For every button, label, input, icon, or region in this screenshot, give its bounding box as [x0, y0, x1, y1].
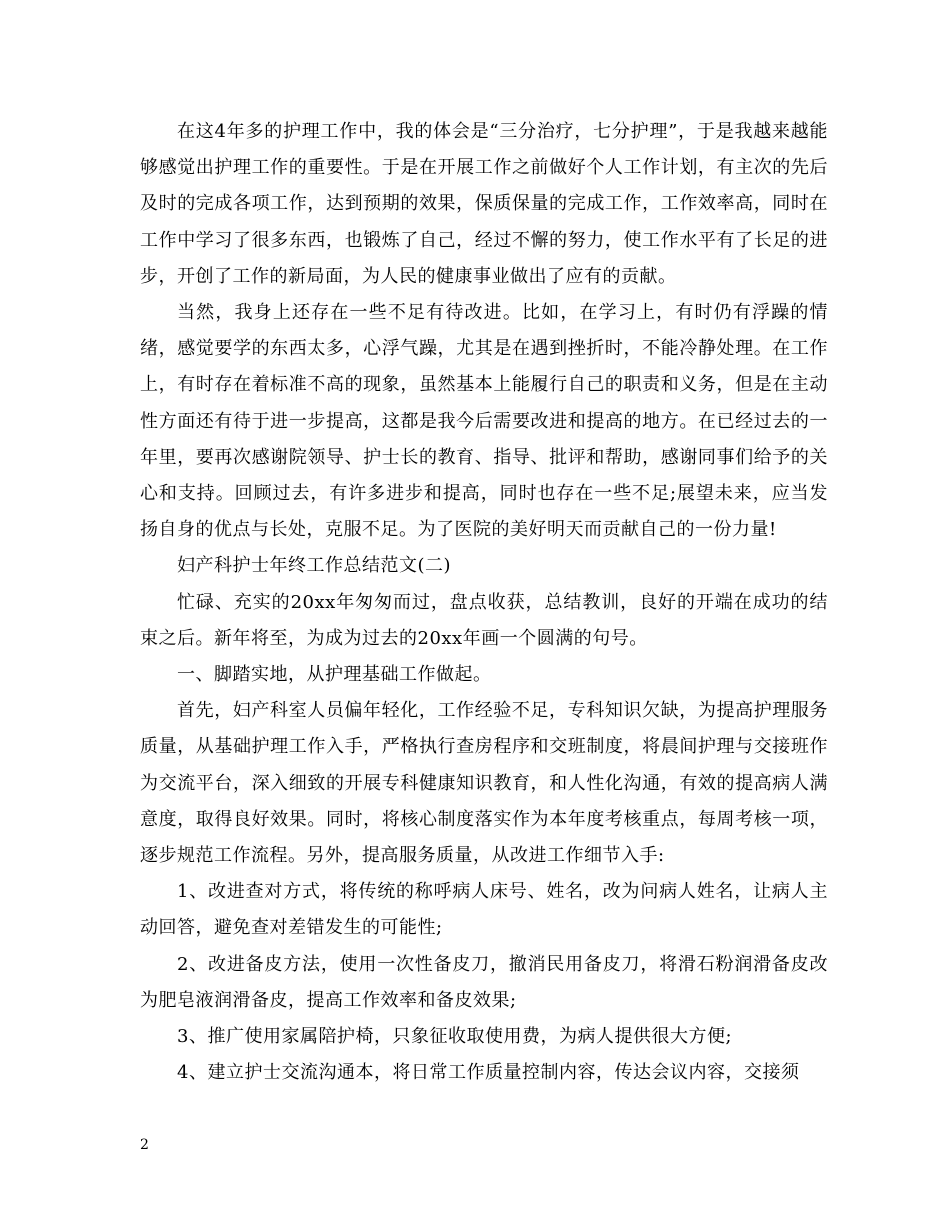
paragraph-shortcomings: 当然，我身上还存在一些不足有待改进。比如，在学习上，有时仍有浮躁的情绪，感觉要学的东西太多，心浮气躁，尤其是在遇到挫折时，不能冷静处理。在工作上，有时存在着标准不高的现象，虽然基本上能履行自己的职责和义务，但是在主动性方面还有待于进一步提高，这都是我今后需要改进和提高的地方。在已经过去的一年里，要再次感谢院领导、护士长的教育、指导、批评和帮助，感谢同事们给予的关心和支持。回顾过去，有许多进步和提高，同时也存在一些不足;展望未来，应当发扬自身的优点与长处，克服不足。为了医院的美好明天而贡献自己的一份力量!: [140, 302, 828, 541]
list-item-skin-prep: 2、改进备皮方法，使用一次性备皮刀，撤消民用备皮刀，将滑石粉润滑备皮改为肥皂液润滑备皮，提高工作效率和备皮效果;: [140, 953, 828, 1011]
section-title: 妇产科护士年终工作总结范文(二): [177, 555, 452, 577]
list-item-checking-method: 1、改进查对方式，将传统的称呼病人床号、姓名，改为问病人姓名，让病人主动回答，避免查对差错发生的可能性;: [140, 881, 828, 939]
document-body: [140, 114, 828, 1091]
list-item-communication-book: 4、建立护士交流沟通本，将日常工作质量控制内容，传达会议内容，交接须: [177, 1062, 800, 1084]
list-item-companion-chair: 3、推广使用家属陪护椅，只象征收取使用费，为病人提供很大方便;: [177, 1026, 733, 1048]
paragraph-work-experience: 在这4年多的护理工作中，我的体会是“三分治疗，七分护理”，于是我越来越能够感觉出护理工作的重要性。于是在开展工作之前做好个人工作计划，有主次的先后及时的完成各项工作，达到预期的效果，保质保量的完成工作，工作效率高，同时在工作中学习了很多东西，也锻炼了自己，经过不懈的努力，使工作水平有了长足的进步，开创了工作的新局面，为人民的健康事业做出了应有的贡献。: [140, 121, 828, 287]
paragraph-basic-nursing: 首先，妇产科室人员偏年轻化，工作经验不足，专科知识欠缺，为提高护理服务质量，从基础护理工作入手，严格执行查房程序和交班制度，将晨间护理与交接班作为交流平台，深入细致的开展专科健康知识教育，和人性化沟通，有效的提高病人满意度，取得良好效果。同时，将核心制度落实作为本年度考核重点，每周考核一项，逐步规范工作流程。另外，提高服务质量，从改进工作细节入手:: [140, 700, 828, 867]
section-heading-basics: 一、脚踏实地，从护理基础工作做起。: [177, 664, 492, 686]
page-number: 2: [140, 1137, 149, 1153]
paragraph-year-summary: 忙碌、充实的20xx年匆匆而过，盘点收获，总结教训，良好的开端在成功的结束之后。新年将至，为成为过去的20xx年画一个圆满的句号。: [140, 591, 828, 649]
